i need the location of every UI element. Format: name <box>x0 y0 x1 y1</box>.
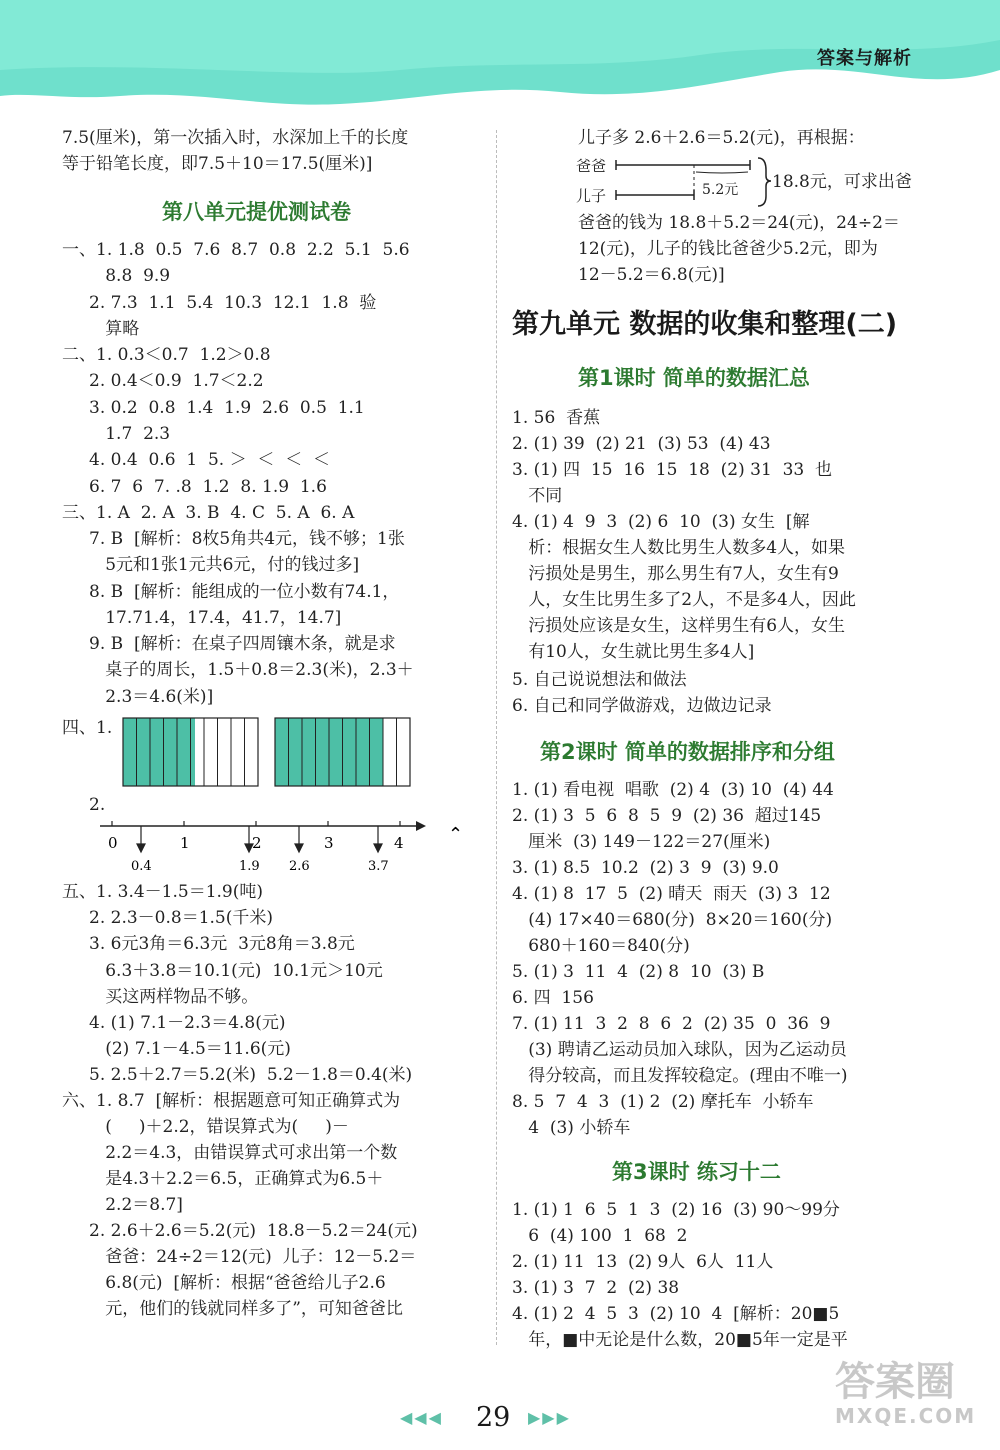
tick-label: 2 <box>252 834 262 852</box>
grid-right <box>275 718 410 786</box>
text-line: (2) 7.1－4.5＝11.6(元) <box>62 1039 291 1059</box>
diagram-label-son: 儿子 <box>576 187 607 205</box>
text-line: 2. 2.6＋2.6＝5.2(元) 18.8－5.2＝24(元) <box>62 1221 418 1241</box>
text-line: 1. 56 香蕉 <box>512 408 601 428</box>
nav-left-arrows: ◀◀◀ <box>400 1408 443 1427</box>
text-line: 2. (1) 3 5 6 8 5 9 (2) 36 超过145 <box>512 806 822 826</box>
text-line: 四、1. <box>62 718 113 738</box>
text-line: 6 (4) 100 1 68 2 <box>512 1226 688 1246</box>
text-line: 2. (1) 39 (2) 21 (3) 53 (4) 43 <box>512 434 771 454</box>
text-line: 有10人，女生就比男生多4人] <box>512 642 755 662</box>
text-line: 元，他们的钱就同样多了”，可知爸爸比 <box>62 1299 403 1319</box>
text-line: 17.71.4，17.4，41.7，14.7] <box>62 608 342 628</box>
arrow-label: 3.7 <box>368 859 389 874</box>
text-line: 等于铅笔长度，即7.5＋10＝17.5(厘米)] <box>62 154 373 174</box>
tick-label: 3 <box>324 834 334 852</box>
text-line: 年，■中无论是什么数，20■5年一定是平 <box>512 1330 848 1350</box>
text-line: 4. (1) 7.1－2.3＝4.8(元) <box>62 1013 286 1033</box>
tick-label: 4 <box>394 834 404 852</box>
segment-diagram <box>572 152 932 210</box>
text-line: 7.5(厘米)，第一次插入时，水深加上千的长度 <box>62 128 409 148</box>
lesson-title: 第2课时 简单的数据排序和分组 <box>540 740 835 764</box>
text-line: 2. 2.3－0.8＝1.5(千米) <box>62 908 274 928</box>
text-line: 爸爸：24÷2＝12(元) 儿子：12－5.2＝ <box>62 1247 417 1267</box>
text-line: 二、1. 0.3＜0.7 1.2＞0.8 <box>62 345 271 365</box>
arrow-label: 1.9 <box>239 859 260 874</box>
text-line: 1. (1) 1 6 5 1 3 (2) 16 (3) 90～99分 <box>512 1200 840 1220</box>
arrow-label: 2.6 <box>289 859 310 874</box>
text-line: (3) 聘请乙运动员加入球队，因为乙运动员 <box>512 1040 847 1060</box>
watermark-logo: 答案圈 <box>835 1359 955 1405</box>
grid-left <box>123 718 258 786</box>
text-line: 儿子多 2.6＋2.6＝5.2(元)，再根据： <box>578 128 865 148</box>
text-line: 得分较高，而且发挥较稳定。(理由不唯一) <box>512 1066 848 1086</box>
text-line: 人，女生比男生多了2人，不是多4人，因此 <box>512 590 856 610</box>
text-line: 6. 四 156 <box>512 988 594 1008</box>
text-line: 6.8(元) [解析：根据“爸爸给儿子2.6 <box>62 1273 386 1293</box>
test-title: 第八单元提优测试卷 <box>162 200 351 224</box>
text-line: 3. (1) 四 15 16 15 18 (2) 31 33 也 <box>512 460 833 480</box>
text-line: 2. (1) 11 13 (2) 9人 6人 11人 <box>512 1252 774 1272</box>
text-line: 2. 0.4＜0.9 1.7＜2.2 <box>62 371 264 391</box>
text-line: (4) 17×40＝680(分) 8×20＝160(分) <box>512 910 833 930</box>
text-line: 爸爸的钱为 18.8＋5.2＝24(元)，24÷2＝ <box>578 213 900 233</box>
text-line: 3. (1) 8.5 10.2 (2) 3 9 (3) 9.0 <box>512 858 779 878</box>
text-line: 4. (1) 2 4 5 3 (2) 10 4 [解析：20■5 <box>512 1304 840 1324</box>
text-line: 7. (1) 11 3 2 8 6 2 (2) 35 0 36 9 <box>512 1014 831 1034</box>
text-line: 五、1. 3.4－1.5＝1.9(吨) <box>62 882 263 902</box>
lesson-title: 第3课时 练习十二 <box>612 1160 781 1184</box>
text-line: 4. (1) 8 17 5 (2) 晴天 雨天 (3) 3 12 <box>512 884 831 904</box>
text-line: 桌子的周长，1.5＋0.8＝2.3(米)，2.3＋ <box>62 660 414 680</box>
lesson-title: 第1课时 简单的数据汇总 <box>578 366 810 390</box>
text-line: 1.7 2.3 <box>62 424 171 444</box>
text-line: 污损处应该是女生，这样男生有6人，女生 <box>512 616 846 636</box>
text-line: 680＋160＝840(分) <box>512 936 690 956</box>
text-line: 三、1. A 2. A 3. B 4. C 5. A 6. A <box>62 503 355 523</box>
nav-right-arrows: ▶▶▶ <box>528 1408 571 1427</box>
text-line: 算略 <box>62 319 140 339</box>
text-line: 6. 7 6 7. .8 1.2 8. 1.9 1.6 <box>62 477 327 497</box>
tick-label: 0 <box>108 834 118 852</box>
text-line: 1. (1) 看电视 唱歌 (2) 4 (3) 10 (4) 44 <box>512 780 834 800</box>
text-line: 2. 7.3 1.1 5.4 10.3 12.1 1.8 验 <box>62 293 377 313</box>
text-line: ( )＋2.2，错误算式为( )－ <box>62 1117 349 1137</box>
text-line: 7. B [解析：8枚5角共4元，钱不够；1张 <box>62 529 405 549</box>
text-line: 5. 自己说说想法和做法 <box>512 670 687 690</box>
page-number: 29 <box>476 1402 511 1433</box>
diagram-label-dad: 爸爸 <box>576 157 607 175</box>
diagram-total: 18.8元，可求出爸 <box>772 172 912 192</box>
text-line: 6. 自己和同学做游戏，边做边记录 <box>512 696 772 716</box>
text-line: 2. <box>62 795 106 815</box>
text-line: 六、1. 8.7 [解析：根据题意可知正确算式为 <box>62 1091 401 1111</box>
text-line: 一、1. 1.8 0.5 7.6 8.7 0.8 2.2 5.1 5.6 <box>62 240 410 260</box>
watermark-url: MXQE.COM <box>835 1404 977 1428</box>
text-line: 12－5.2＝6.8(元)] <box>578 265 725 285</box>
text-line: 不同 <box>512 486 563 506</box>
text-line: 厘米 (3) 149－122＝27(厘米) <box>512 832 771 852</box>
text-line: 12(元)，儿子的钱比爸爸少5.2元，即为 <box>578 239 878 259</box>
text-line: 4. 0.4 0.6 1 5. ＞ ＜ ＜ ＜ <box>62 450 330 470</box>
text-line: 2.2＝8.7] <box>62 1195 183 1215</box>
mark-symbol: ⌃ <box>448 824 464 845</box>
text-line: 5. 2.5＋2.7＝5.2(米) 5.2－1.8＝0.4(米) <box>62 1065 413 1085</box>
column-divider <box>496 130 497 1345</box>
text-line: 5元和1张1元共6元，付的钱过多] <box>62 555 360 575</box>
text-line: 8.8 9.9 <box>62 266 171 286</box>
text-line: 析：根据女生人数比男生人数多4人，如果 <box>512 538 846 558</box>
text-line: 8. B [解析：能组成的一位小数有74.1， <box>62 582 400 602</box>
number-line-figure <box>96 812 476 874</box>
decimal-grid-figure <box>120 716 420 788</box>
text-line: 8. 5 7 4 3 (1) 2 (2) 摩托车 小轿车 <box>512 1092 814 1112</box>
text-line: 3. (1) 3 7 2 (2) 38 <box>512 1278 680 1298</box>
text-line: 2.2＝4.3，由错误算式可求出第一个数 <box>62 1143 398 1163</box>
text-line: 9. B [解析：在桌子四周镶木条，就是求 <box>62 634 396 654</box>
section-title: 答案与解析 <box>817 48 912 69</box>
text-line: 2.3＝4.6(米)] <box>62 687 214 707</box>
text-line: 4 (3) 小轿车 <box>512 1118 631 1138</box>
text-line: 5. (1) 3 11 4 (2) 8 10 (3) B <box>512 962 765 982</box>
text-line: 3. 0.2 0.8 1.4 1.9 2.6 0.5 1.1 <box>62 398 365 418</box>
text-line: 4. (1) 4 9 3 (2) 6 10 (3) 女生 [解 <box>512 512 810 532</box>
arrow-label: 0.4 <box>131 859 152 874</box>
tick-label: 1 <box>180 834 190 852</box>
unit-title: 第九单元 数据的收集和整理(二) <box>512 309 898 340</box>
text-line: 是4.3＋2.2＝6.5，正确算式为6.5＋ <box>62 1169 384 1189</box>
diagram-diff: 5.2元 <box>702 182 739 198</box>
text-line: 污损处是男生，那么男生有7人，女生有9 <box>512 564 839 584</box>
text-line: 买这两样物品不够。 <box>62 987 259 1007</box>
text-line: 3. 6元3角＝6.3元 3元8角＝3.8元 <box>62 934 355 954</box>
watermark <box>835 1360 985 1440</box>
text-line: 6.3＋3.8＝10.1(元) 10.1元＞10元 <box>62 961 383 981</box>
